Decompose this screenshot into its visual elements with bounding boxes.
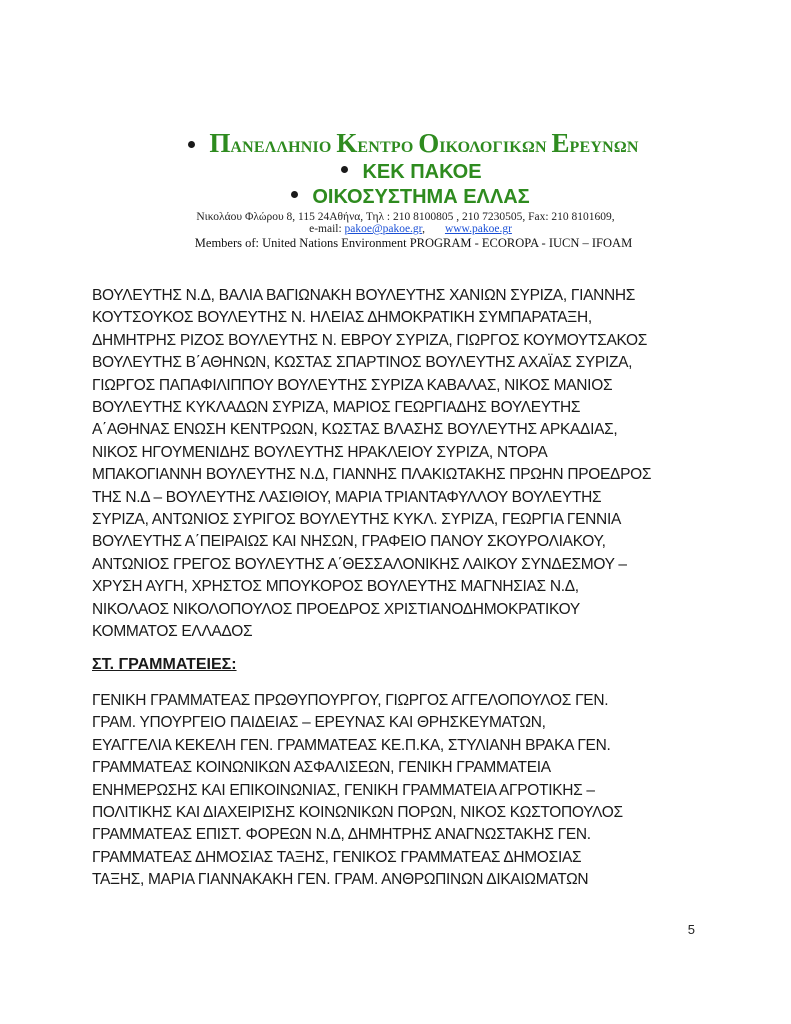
text-line: ΕΥΑΓΓΕΛΙΑ ΚΕΚΕΛΗ ΓΕΝ. ΓΡΑΜΜΑΤΕΑΣ ΚΕ.Π.ΚΑ, ΣΤΥΛΙΑΝΗ ΒΡΑΚΑ ΓΕΝ. bbox=[92, 736, 611, 754]
text-line: ΒΟΥΛΕΥΤΗΣ Ν.Δ, ΒΑΛΙΑ ΒΑΓΙΩΝΑΚΗ ΒΟΥΛΕΥΤΗΣ ΧΑΝΙΩΝ ΣΥΡΙΖΑ, ΓΙΑΝΝΗΣ bbox=[92, 287, 636, 304]
email-link[interactable]: pakoe@pakoe.gr bbox=[344, 223, 423, 235]
section-heading: ΣΤ. ΓΡΑΜΜΑΤΕΙΕΣ: bbox=[92, 656, 237, 673]
text-line: ΝΙΚΟΣ ΗΓΟΥΜΕΝΙΔΗΣ ΒΟΥΛΕΥΤΗΣ ΗΡΑΚΛΕΙΟΥ ΣΥΡΙΖΑ, ΝΤΟΡΑ bbox=[92, 443, 548, 461]
text-line: ΒΟΥΛΕΥΤΗΣ ΚΥΚΛΑΔΩΝ ΣΥΡΙΖΑ, ΜΑΡΙΟΣ ΓΕΩΡΓΙΑΔΗΣ ΒΟΥΛΕΥΤΗΣ bbox=[92, 399, 581, 417]
text-line: ΚΟΜΜΑΤΟΣ ΕΛΛΑΔΟΣ bbox=[92, 623, 253, 641]
org-word-3-initial: Ο bbox=[418, 128, 440, 158]
org-word-1-rest: ΑΝΕΛΛΗΝΙΟ bbox=[230, 139, 332, 156]
org-word-2-rest: ΕΝΤΡΟ bbox=[357, 139, 414, 156]
paragraph-secretariats bbox=[92, 690, 712, 892]
text-line: ΤΗΣ Ν.Δ – ΒΟΥΛΕΥΤΗΣ ΛΑΣΙΘΙΟΥ, ΜΑΡΙΑ ΤΡΙΑΝΤΑΦΥΛΛΟΥ ΒΟΥΛΕΥΤΗΣ bbox=[92, 488, 602, 506]
letterhead bbox=[0, 128, 791, 251]
text-line: ΕΝΗΜΕΡΩΣΗΣ ΚΑΙ ΕΠΙΚΟΙΝΩΝΙΑΣ, ΓΕΝΙΚΗ ΓΡΑΜΜΑΤΕΙΑ ΑΓΡΟΤΙΚΗΣ – bbox=[92, 781, 595, 799]
email-label: e-mail: bbox=[309, 223, 342, 235]
members-line: Members of: United Nations Environment PROGRAM - ECOROPA - IUCN – IFOAM bbox=[194, 236, 633, 250]
text-line: ΠΟΛΙΤΙΚΗΣ ΚΑΙ ΔΙΑΧΕΙΡΙΣΗΣ ΚΟΙΝΩΝΙΚΩΝ ΠΟΡΩΝ, ΝΙΚΟΣ ΚΩΣΤΟΠΟΥΛΟΣ bbox=[92, 804, 623, 822]
org-word-3-rest: ΙΚΟΛΟΓΙΚΩΝ bbox=[439, 139, 547, 156]
org-word-1-initial: Π bbox=[209, 128, 231, 158]
kek-title: ΚΕΚ ΠΑΚΟΕ bbox=[362, 161, 482, 183]
text-line: ΓΡΑΜ. ΥΠΟΥΡΓΕΙΟ ΠΑΙΔΕΙΑΣ – ΕΡΕΥΝΑΣ ΚΑΙ ΘΡΗΣΚΕΥΜΑΤΩΝ, bbox=[92, 714, 546, 732]
org-word-4-initial: Ε bbox=[551, 128, 570, 158]
ecosystem-line bbox=[30, 186, 791, 209]
text-line: ΒΟΥΛΕΥΤΗΣ Β΄ΑΘΗΝΩΝ, ΚΩΣΤΑΣ ΣΠΑΡΤΙΝΟΣ ΒΟΥΛΕΥΤΗΣ ΑΧΑΪΑΣ ΣΥΡΙΖΑ, bbox=[92, 354, 633, 372]
kek-line bbox=[32, 161, 791, 184]
website-link[interactable]: www.pakoe.gr bbox=[444, 223, 512, 235]
bullet-icon bbox=[341, 166, 348, 173]
text-line: ΚΟΥΤΣΟΥΚΟΣ ΒΟΥΛΕΥΤΗΣ Ν. ΗΛΕΙΑΣ ΔΗΜΟΚΡΑΤΙΚΗ ΣΥΜΠΑΡΑΤΑΞΗ, bbox=[92, 309, 592, 327]
text-line: ΧΡΥΣΗ ΑΥΓΗ, ΧΡΗΣΤΟΣ ΜΠΟΥΚΟΡΟΣ ΒΟΥΛΕΥΤΗΣ ΜΑΓΝΗΣΙΑΣ Ν.Δ, bbox=[92, 578, 579, 596]
bullet-icon bbox=[291, 191, 298, 198]
bullet-icon bbox=[188, 141, 195, 148]
ecosystem-title: ΟΙΚΟΣΥΣΤΗΜΑ ΕΛΛΑΣ bbox=[312, 186, 530, 208]
contact-line bbox=[30, 223, 791, 235]
text-line: ΒΟΥΛΕΥΤΗΣ Α΄ΠΕΙΡΑΙΩΣ ΚΑΙ ΝΗΣΩΝ, ΓΡΑΦΕΙΟ ΠΑΝΟΥ ΣΚΟΥΡΟΛΙΑΚΟΥ, bbox=[92, 533, 606, 551]
text-line: ΓΙΩΡΓΟΣ ΠΑΠΑΦΙΛΙΠΠΟΥ ΒΟΥΛΕΥΤΗΣ ΣΥΡΙΖΑ ΚΑΒΑΛΑΣ, ΝΙΚΟΣ ΜΑΝΙΟΣ bbox=[92, 376, 613, 394]
text-line: ΓΡΑΜΜΑΤΕΑΣ ΕΠΙΣΤ. ΦΟΡΕΩΝ Ν.Δ, ΔΗΜΗΤΡΗΣ ΑΝΑΓΝΩΣΤΑΚΗΣ ΓΕΝ. bbox=[92, 826, 591, 844]
paragraph-deputies bbox=[92, 285, 712, 644]
org-name-line bbox=[36, 128, 791, 159]
page-number: 5 bbox=[687, 922, 695, 937]
address-line: Νικολάου Φλώρου 8, 115 24Αθήνα, Τηλ : 210 8100805 , 210 7230505, Fax: 210 8101609, bbox=[196, 211, 615, 223]
org-word-2-initial: Κ bbox=[336, 128, 358, 158]
text-line: ΜΠΑΚΟΓΙΑΝΝΗ ΒΟΥΛΕΥΤΗΣ Ν.Δ, ΓΙΑΝΝΗΣ ΠΛΑΚΙΩΤΑΚΗΣ ΠΡΩΗΝ ΠΡΟΕΔΡΟΣ bbox=[92, 466, 652, 484]
text-line: ΤΑΞΗΣ, ΜΑΡΙΑ ΓΙΑΝΝΑΚΑΚΗ ΓΕΝ. ΓΡΑΜ. ΑΝΘΡΩΠΙΝΩΝ ΔΙΚΑΙΩΜΑΤΩΝ bbox=[92, 871, 589, 889]
text-line: ΓΕΝΙΚΗ ΓΡΑΜΜΑΤΕΑΣ ΠΡΩΘΥΠΟΥΡΓΟΥ, ΓΙΩΡΓΟΣ ΑΓΓΕΛΟΠΟΥΛΟΣ ΓΕΝ. bbox=[92, 692, 609, 709]
text-line: ΓΡΑΜΜΑΤΕΑΣ ΚΟΙΝΩΝΙΚΩΝ ΑΣΦΑΛΙΣΕΩΝ, ΓΕΝΙΚΗ ΓΡΑΜΜΑΤΕΙΑ bbox=[92, 759, 551, 777]
text-line: ΓΡΑΜΜΑΤΕΑΣ ΔΗΜΟΣΙΑΣ ΤΑΞΗΣ, ΓΕΝΙΚΟΣ ΓΡΑΜΜΑΤΕΑΣ ΔΗΜΟΣΙΑΣ bbox=[92, 848, 582, 866]
text-line: ΝΙΚΟΛΑΟΣ ΝΙΚΟΛΟΠΟΥΛΟΣ ΠΡΟΕΔΡΟΣ ΧΡΙΣΤΙΑΝΟΔΗΜΟΚΡΑΤΙΚΟΥ bbox=[92, 600, 580, 618]
text-line: ΑΝΤΩΝΙΟΣ ΓΡΕΓΟΣ ΒΟΥΛΕΥΤΗΣ Α΄ΘΕΣΣΑΛΟΝΙΚΗΣ ΛΑΙΚΟΥ ΣΥΝΔΕΣΜΟΥ – bbox=[92, 555, 627, 573]
text-line: Α΄ΑΘΗΝΑΣ ΕΝΩΣΗ ΚΕΝΤΡΩΩΝ, ΚΩΣΤΑΣ ΒΛΑΣΗΣ ΒΟΥΛΕΥΤΗΣ ΑΡΚΑΔΙΑΣ, bbox=[92, 421, 618, 439]
org-word-4-rest: ΡΕΥΝΩΝ bbox=[569, 139, 639, 156]
text-line: ΔΗΜΗΤΡΗΣ ΡΙΖΟΣ ΒΟΥΛΕΥΤΗΣ Ν. ΕΒΡΟΥ ΣΥΡΙΖΑ, ΓΙΩΡΓΟΣ ΚΟΥΜΟΥΤΣΑΚΟΣ bbox=[92, 331, 648, 349]
text-line: ΣΥΡΙΖΑ, ΑΝΤΩΝΙΟΣ ΣΥΡΙΓΟΣ ΒΟΥΛΕΥΤΗΣ ΚΥΚΛ. ΣΥΡΙΖΑ, ΓΕΩΡΓΙΑ ΓΕΝΝΙΑ bbox=[92, 511, 621, 529]
email-separator: , bbox=[422, 223, 425, 235]
